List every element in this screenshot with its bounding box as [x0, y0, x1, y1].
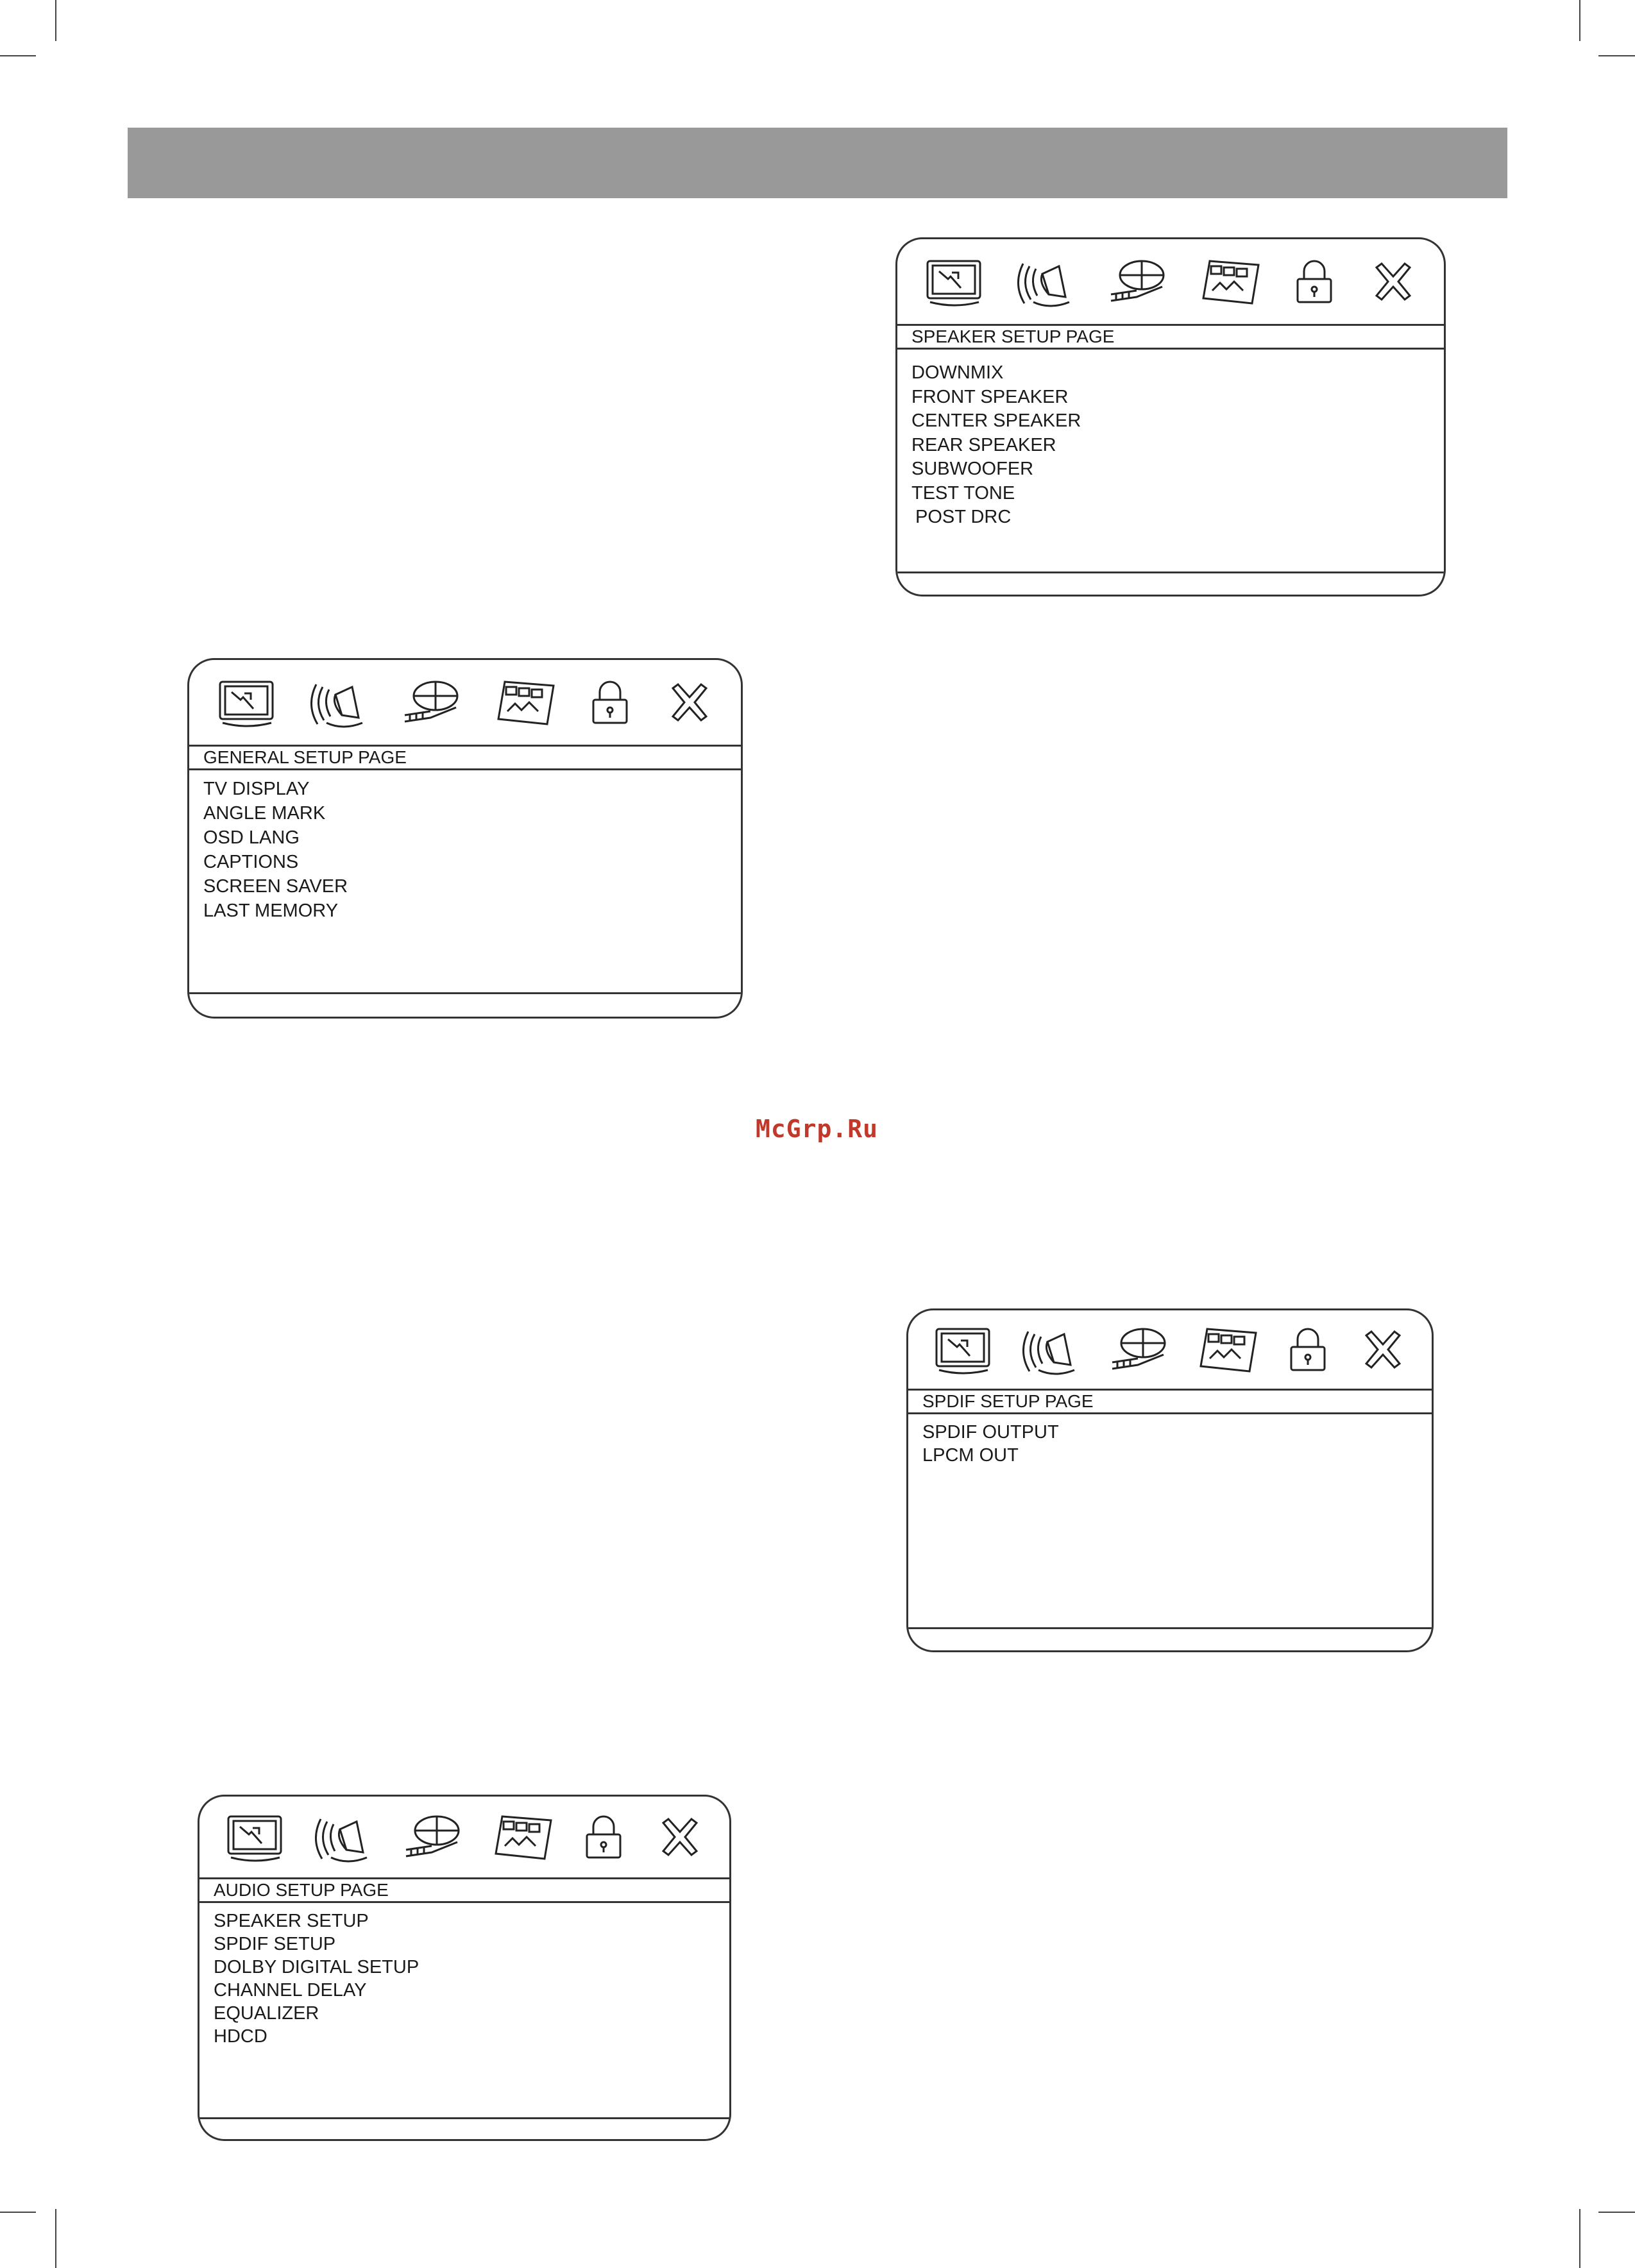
page-title: GENERAL SETUP PAGE: [189, 745, 741, 770]
menu-item-last-memory[interactable]: LAST MEMORY: [203, 901, 339, 921]
menu-item-dolby-digital-setup[interactable]: DOLBY DIGITAL SETUP: [214, 1957, 419, 1977]
audio-setup-icon[interactable]: [1019, 1323, 1083, 1376]
password-lock-icon[interactable]: [1289, 255, 1340, 309]
crop-mark: [1579, 0, 1580, 41]
crop-mark: [1579, 2209, 1580, 2268]
menu-item-test-tone[interactable]: TEST TONE: [911, 482, 1015, 504]
menu-icon-row: [199, 1797, 729, 1877]
general-setup-icon[interactable]: [922, 255, 987, 309]
menu-item-rear-speaker[interactable]: REAR SPEAKER: [911, 434, 1056, 455]
menu-item-speaker-setup[interactable]: SPEAKER SETUP: [214, 1911, 369, 1931]
speaker-setup-panel: [895, 237, 1446, 597]
crop-mark: [55, 0, 56, 41]
menu-item-downmix[interactable]: DOWNMIX: [911, 362, 1004, 383]
footer-line: [897, 571, 1444, 573]
audio-setup-icon[interactable]: [312, 1810, 376, 1864]
exit-icon[interactable]: [1357, 1323, 1409, 1376]
password-lock-icon[interactable]: [584, 675, 636, 729]
exit-icon[interactable]: [1368, 255, 1419, 309]
menu-item-hdcd[interactable]: HDCD: [214, 2026, 267, 2047]
menu-item-spdif-setup[interactable]: SPDIF SETUP: [214, 1934, 336, 1954]
general-setup-icon[interactable]: [931, 1323, 995, 1376]
preference-icon[interactable]: [1194, 1323, 1258, 1376]
page-title: SPDIF SETUP PAGE: [908, 1389, 1432, 1414]
menu-item-spdif-output[interactable]: SPDIF OUTPUT: [922, 1422, 1059, 1443]
menu-item-captions[interactable]: CAPTIONS: [203, 852, 299, 872]
footer-line: [908, 1627, 1432, 1629]
menu-item-center-speaker[interactable]: CENTER SPEAKER: [911, 410, 1081, 431]
exit-icon[interactable]: [664, 675, 715, 729]
menu-item-lpcm-out[interactable]: LPCM OUT: [922, 1445, 1019, 1466]
menu-item-angle-mark[interactable]: ANGLE MARK: [203, 803, 326, 824]
menu-item-post-drc[interactable]: POST DRC: [915, 507, 1012, 527]
header-bar: [128, 128, 1507, 198]
crop-mark: [55, 2209, 56, 2268]
general-setup-icon[interactable]: [223, 1810, 287, 1864]
audio-setup-icon[interactable]: [1014, 255, 1078, 309]
menu-item-osd-lang[interactable]: OSD LANG: [203, 827, 300, 848]
video-setup-icon[interactable]: [401, 1810, 465, 1864]
preference-icon[interactable]: [489, 1810, 554, 1864]
watermark-text: McGrp.Ru: [756, 1115, 879, 1143]
general-setup-panel: [187, 658, 743, 1019]
spdif-setup-panel: [906, 1308, 1434, 1652]
menu-icon-row: [189, 660, 741, 745]
menu-icon-row: [897, 239, 1444, 324]
menu-list: [203, 777, 741, 923]
password-lock-icon[interactable]: [578, 1810, 629, 1864]
audio-setup-panel: [198, 1795, 731, 2141]
page-title: SPEAKER SETUP PAGE: [897, 324, 1444, 350]
crop-mark: [1598, 55, 1635, 56]
preference-icon[interactable]: [1197, 255, 1261, 309]
general-setup-icon[interactable]: [215, 675, 279, 729]
menu-item-equalizer[interactable]: EQUALIZER: [214, 2003, 319, 2024]
crop-mark: [1598, 2212, 1635, 2213]
video-setup-icon[interactable]: [400, 675, 464, 729]
menu-list: [214, 1909, 729, 2048]
menu-item-screen-saver[interactable]: SCREEN SAVER: [203, 876, 348, 897]
menu-list: [911, 361, 1444, 530]
menu-list: [922, 1421, 1432, 1467]
exit-icon[interactable]: [654, 1810, 706, 1864]
menu-item-channel-delay[interactable]: CHANNEL DELAY: [214, 1980, 367, 2001]
menu-item-front-speaker[interactable]: FRONT SPEAKER: [911, 386, 1069, 407]
video-setup-icon[interactable]: [1107, 1323, 1171, 1376]
preference-icon[interactable]: [492, 675, 556, 729]
menu-item-subwoofer[interactable]: SUBWOOFER: [911, 459, 1034, 479]
audio-setup-icon[interactable]: [307, 675, 371, 729]
footer-line: [199, 2117, 729, 2119]
menu-item-tv-display[interactable]: TV DISPLAY: [203, 779, 310, 799]
video-setup-icon[interactable]: [1106, 255, 1170, 309]
menu-icon-row: [908, 1310, 1432, 1389]
crop-mark: [0, 2212, 36, 2213]
password-lock-icon[interactable]: [1282, 1323, 1334, 1376]
page-title: AUDIO SETUP PAGE: [199, 1877, 729, 1903]
crop-mark: [0, 55, 36, 56]
footer-line: [189, 992, 741, 994]
